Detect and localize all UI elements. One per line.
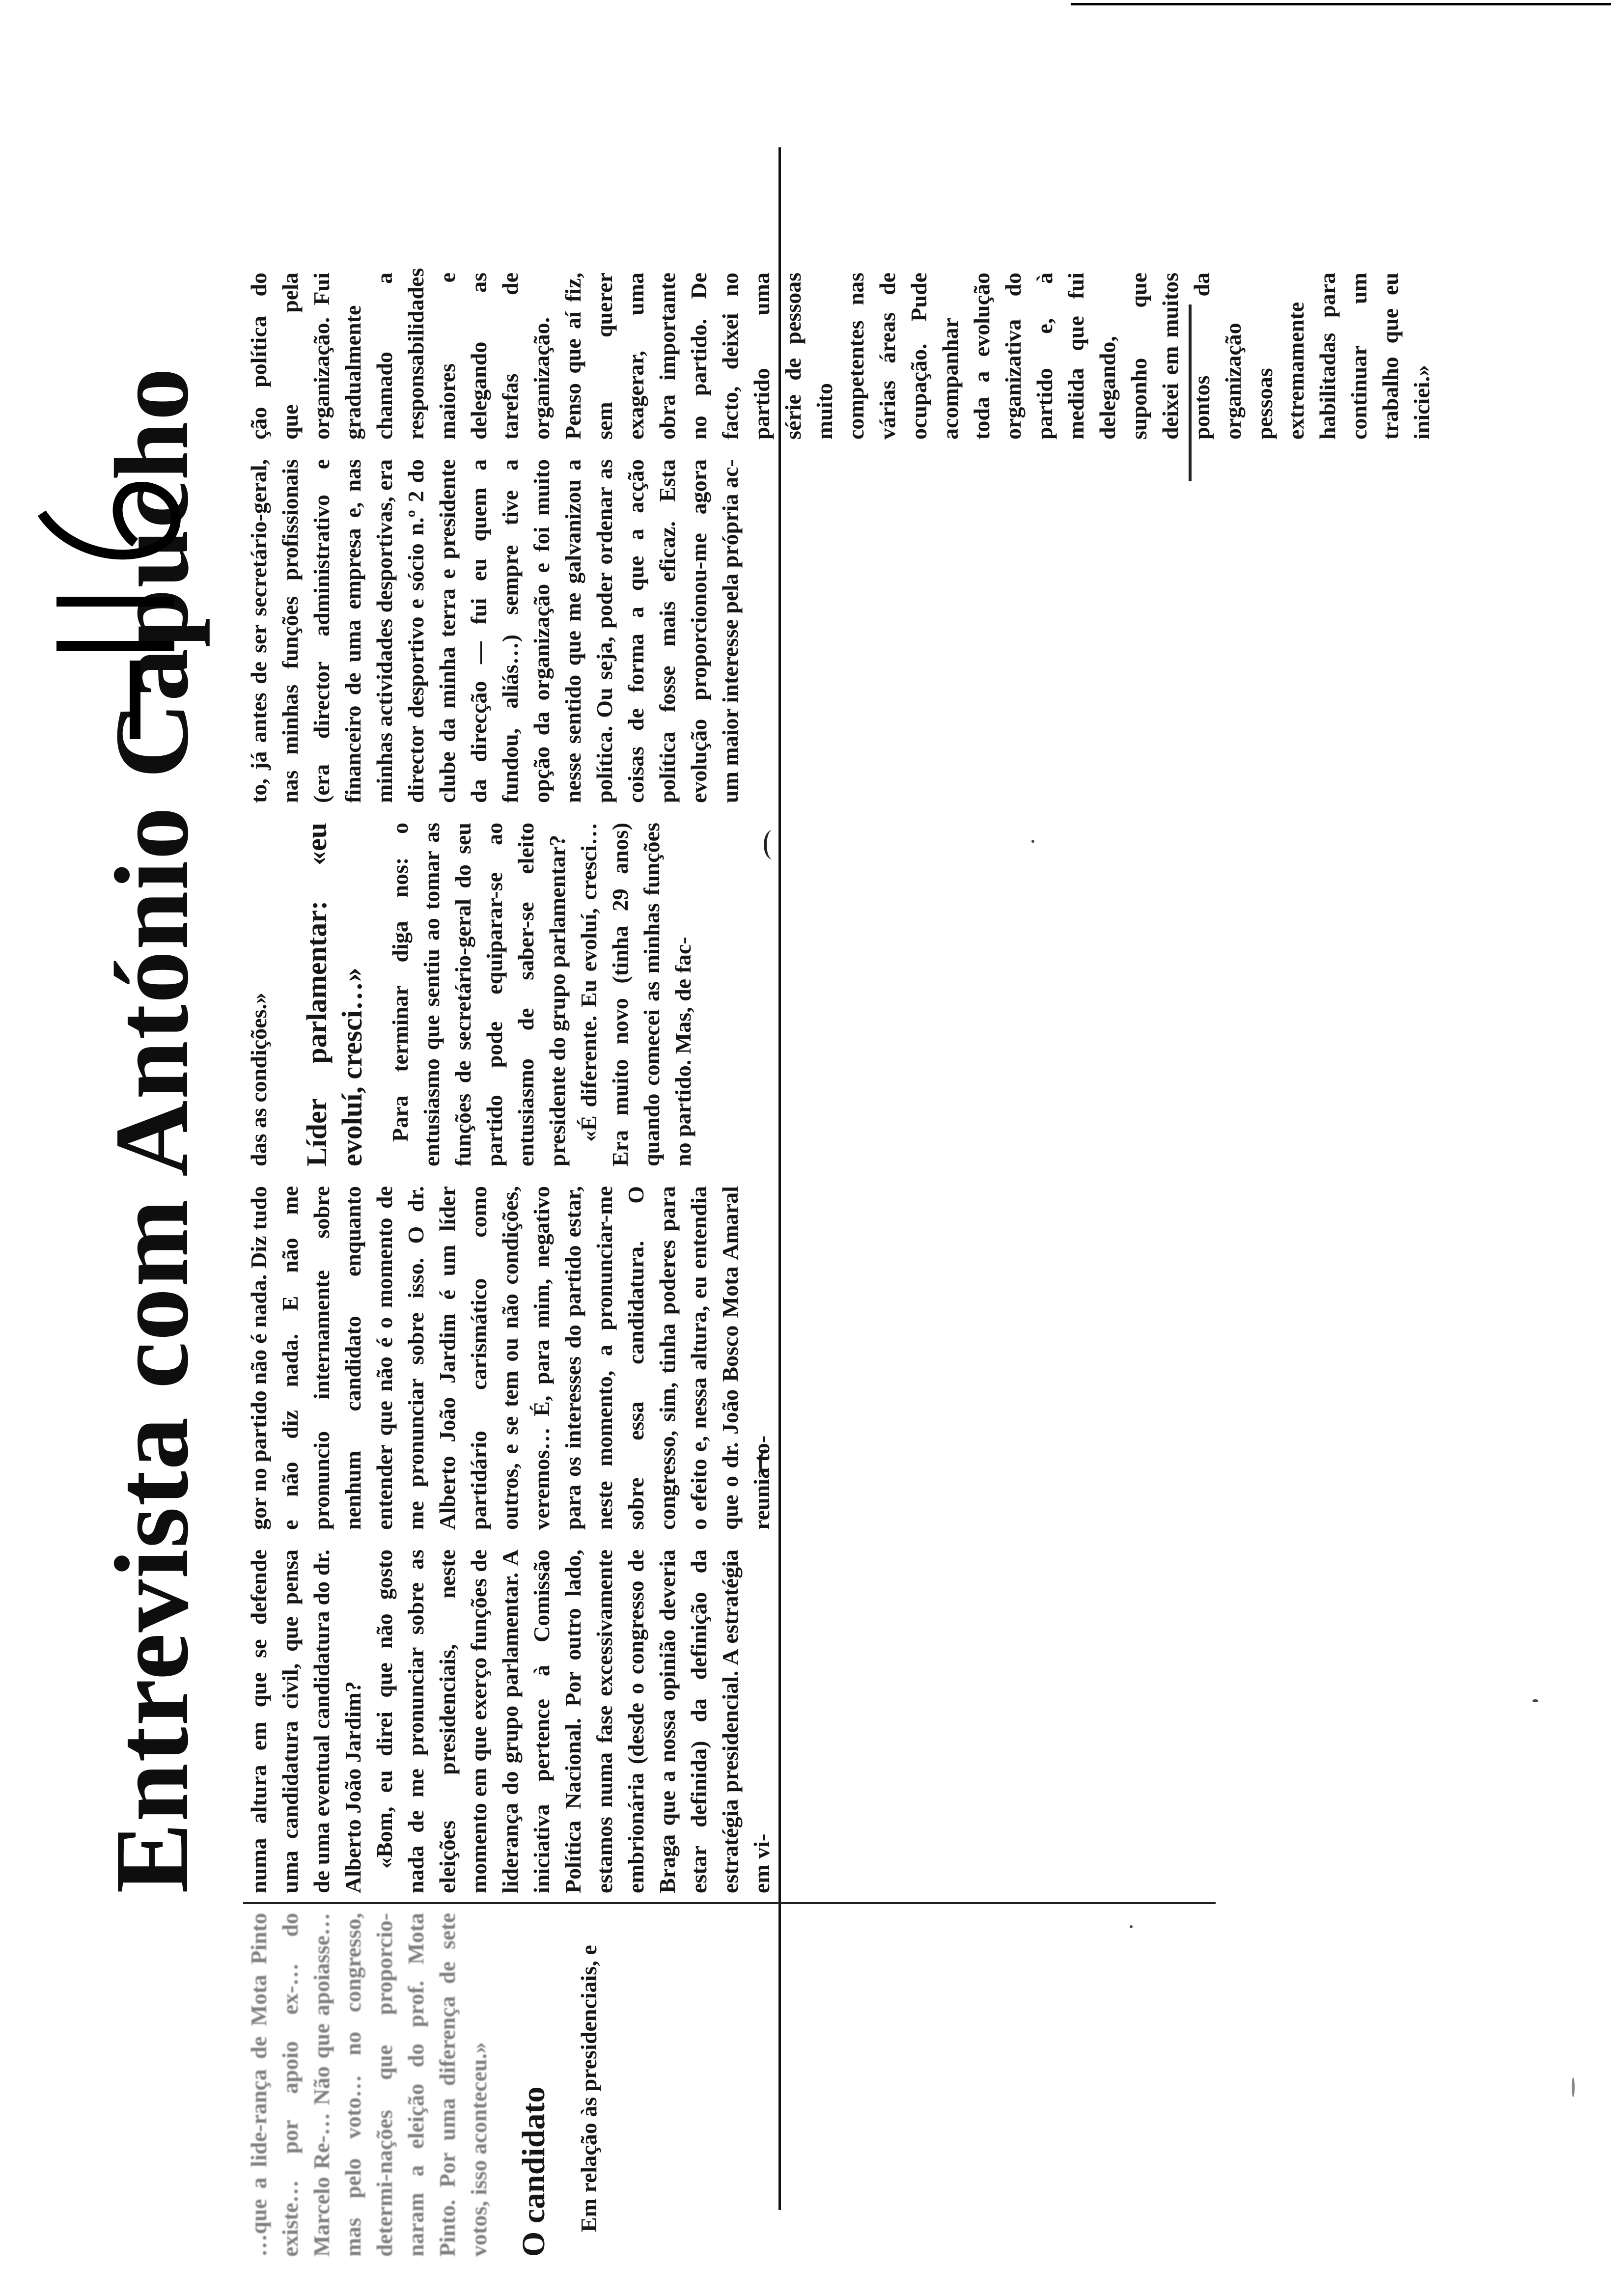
paragraph: gor no partido não é nada. Diz tudo e não diz nada. E não me pronuncio internamente sobre nenhum candidato enquanto entender que não é o momento de me pronunciar sobre isso. O dr. Alberto João Jardim é um líder partidário carismático como outros, e se tem ou não condições, veremos… É, para mim, negativo para os interesses do partido estar, neste momento, a pronunciar-me sobre essa candidatura. O congresso, sim, tinha poderes para o efeito e, nessa altura, eu entendia que o dr. João Bosco Mota Amaral reunia to- [246, 1186, 774, 1530]
column-4 [243, 823, 1235, 1166]
paragraph: to, já antes de ser secretário-geral, nas minhas funções profissionais (era director administrativo e financeiro de uma empresa e, nas minhas actividades desportivas, era director desportivo e sócio n.º 2 do clube da minha terra e presidente da direcção — fui eu quem a fundou, aliás…) sempre tive a opção da organização e foi muito nesse sentido que me galvanizou a política. Ou seja, poder ordenar as coisas de forma a que a acção política fosse mais eficaz. Esta evolução proporcionou-me agora um maior interesse pela própria ac- [246, 459, 743, 803]
column-1 [243, 1913, 1235, 2257]
handwritten-note [12, 449, 209, 744]
column-5 [243, 459, 1235, 803]
paragraph: Em relação às presidenciais, e [576, 1945, 601, 2232]
subheading-lider-parlamentar: Líder parlamentar: «eu evoluí, cresci…» [301, 823, 368, 1166]
paragraph: ção política do que pela organização. Fui gradualmente chamado a responsabilidades maiores e delegando as tarefas de organização. Penso que aí fiz, sem querer exagerar, uma obra importante no partido. De facto, deixei no partido uma série de pessoas muito competentes nas várias áreas de ocupação. Pude acompanhar toda a evolução organizativa do partido e, à medida que fui delegando, suponho que deixei em muitos pontos da organização pessoas extremamente habilitadas para continuar um trabalho que eu iniciei.» [246, 268, 1434, 440]
paragraph: «É diferente. Eu evoluí, cresci… Era muito novo (tinha 29 anos) quando comecei as minhas funções no partido. Mas, de fac- [576, 823, 695, 1166]
paragraph: das as condições.» [246, 993, 271, 1166]
handwritten-note-text: —116 [12, 743, 13, 744]
column-2 [243, 1549, 1235, 1893]
top-edge-rule [1071, 3, 1611, 5]
article [0, 233, 1434, 2296]
column-6 [243, 268, 1434, 440]
subheading-candidato: O candidato [516, 2086, 552, 2257]
paragraph: …que a lide-rança de Mota Pinto existe… por apoio ex-… do Marcelo Re-… Não que apoiasse… mas pelo voto… no congresso, determi-nações que proporcio-naram a eleição do prof. Mota Pinto. Por uma diferença de sete votos, isso aconteceu.» [246, 1913, 491, 2257]
column-divider [243, 1902, 1216, 1904]
column-3 [243, 1186, 1235, 1530]
speck [1532, 1699, 1538, 1702]
paragraph: numa altura em que se defende uma candidatura civil, que pensa de uma eventual candidatura do dr. Alberto João Jardim? [246, 1549, 365, 1893]
headline: Entrevista com António Capucho [93, 366, 210, 1893]
speck [1572, 2077, 1575, 2097]
paragraph: Para terminar diga nos: o entusiasmo que sentiu ao tomar as funções de secretário-geral do seu partido pode equiparar-se ao entusiasmo de saber-se eleito presidente do grupo parlamentar? [388, 823, 570, 1166]
article-columns [243, 268, 1434, 2257]
paragraph: «Bom, eu direi que não gosto nada de me pronunciar sobre as eleições presidenciais, neste momento em que exerço funções de liderança do grupo parlamentar. A iniciativa pertence à Comissão Política Nacional. Por outro lado, estamos numa fase excessivamente embrionária (desde o congresso de Braga que a nossa opinião deveria estar definida) da definição da estratégia presidencial. A estratégia em vi- [372, 1549, 774, 1893]
